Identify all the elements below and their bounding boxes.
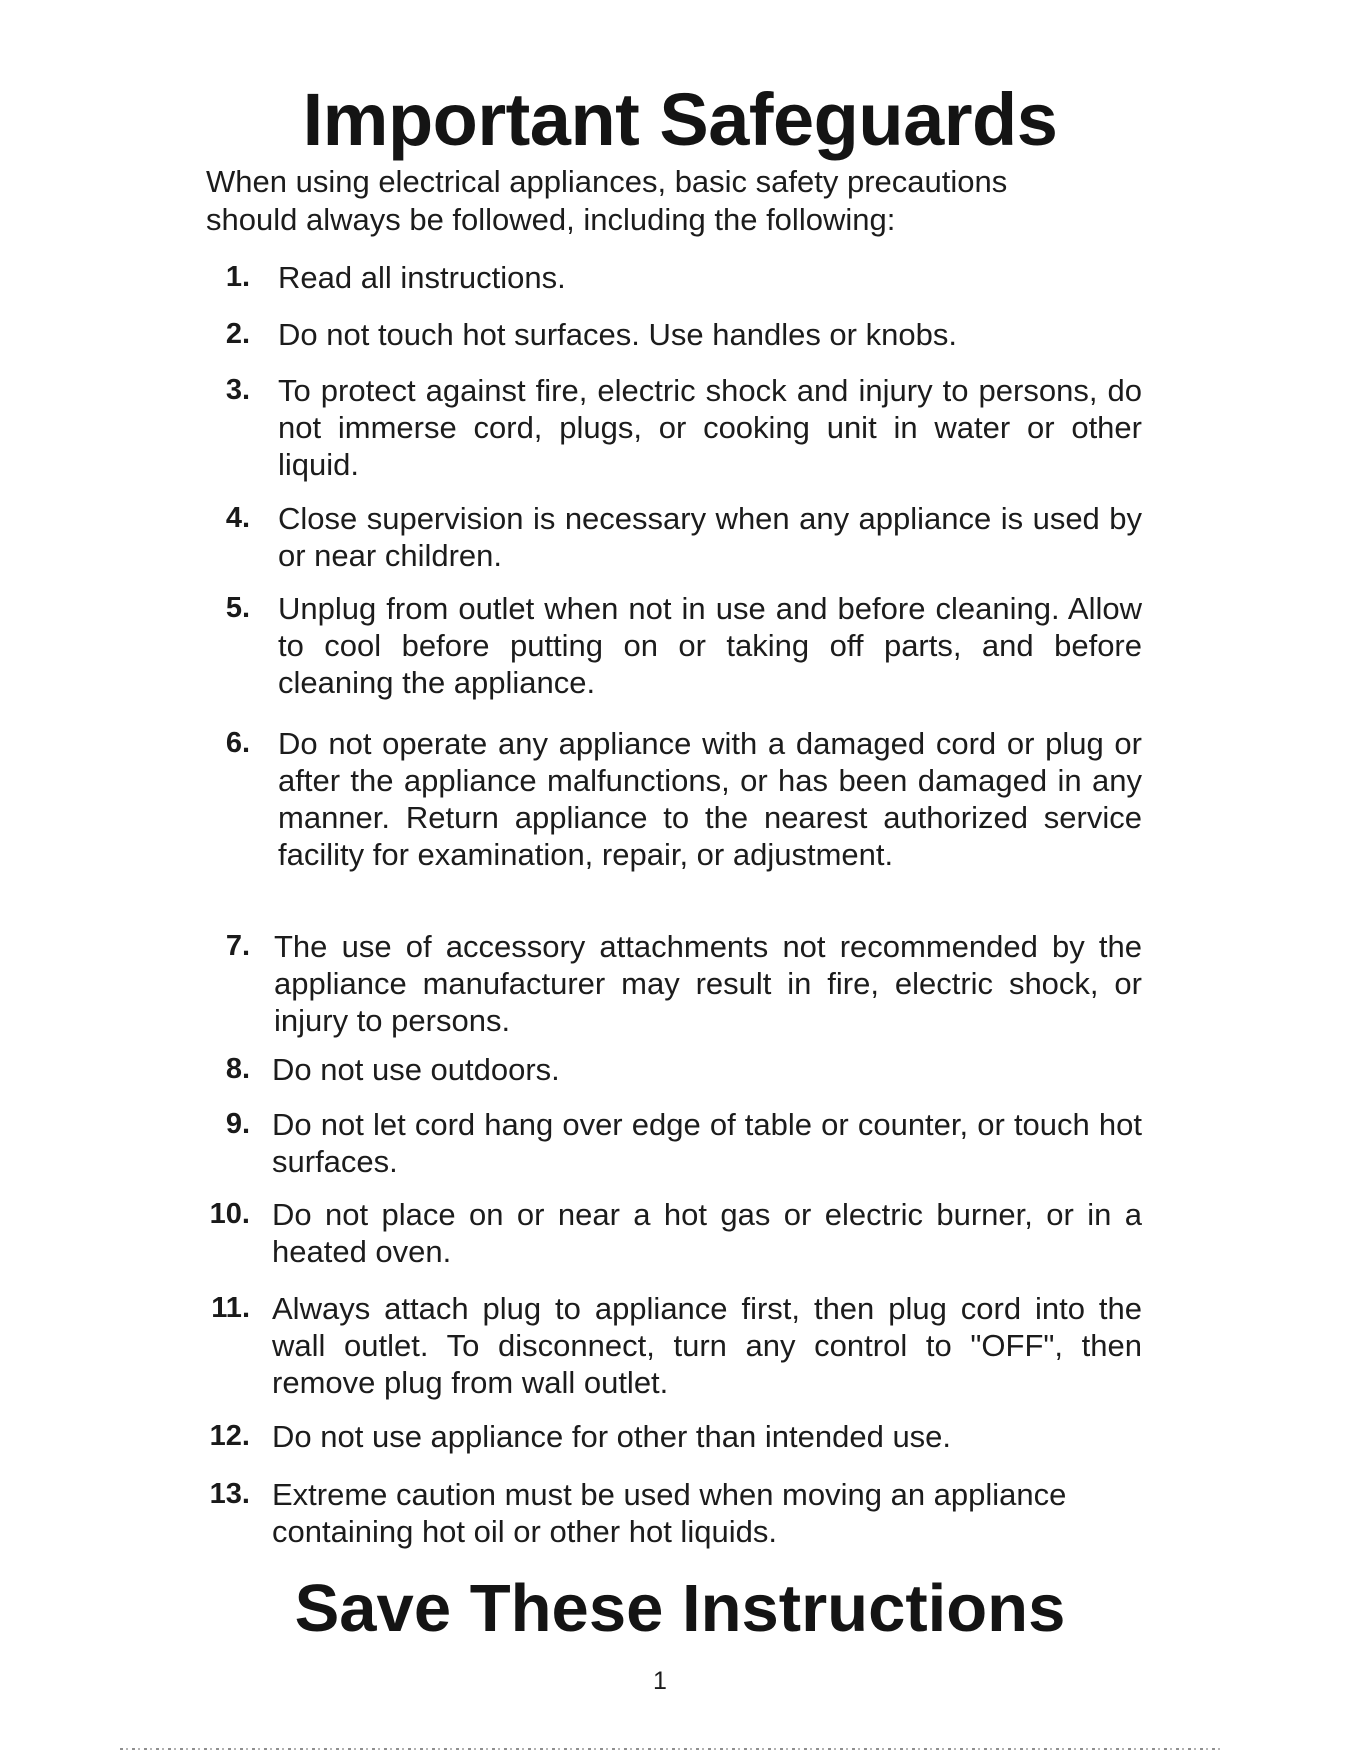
item-text: Extreme caution must be used when moving an appliance containing hot oil or other hot liquids. <box>272 1477 1067 1549</box>
page-number: 1 <box>653 1667 667 1695</box>
item-text: Unplug from outlet when not in use and before cleaning. Allow to cool before putting on or taking off parts, and before cleaning the appliance. <box>278 591 1142 700</box>
item-text: Close supervision is necessary when any appliance is used by or near children. <box>278 501 1142 573</box>
item-number: 9. <box>225 1108 250 1140</box>
scan-artifact-line <box>120 1748 1220 1750</box>
item-number: 6. <box>225 727 250 759</box>
item-number: 2. <box>225 318 250 350</box>
item-number: 13. <box>209 1478 250 1510</box>
intro-paragraph: When using electrical appliances, basic safety precautions should always be followed, including the following: <box>206 164 1008 237</box>
page-title: Important Safeguards <box>302 78 1058 161</box>
item-number: 10. <box>209 1198 250 1230</box>
item-text: The use of accessory attachments not recommended by the appliance manufacturer may result in fire, electric shock, or injury to persons. <box>274 929 1142 1038</box>
item-text: Do not operate any appliance with a damaged cord or plug or after the appliance malfunctions, or has been damaged in any manner. Return appliance to the nearest authorized service facility for examination, repair, or adjustment. <box>278 726 1142 872</box>
item-text: Do not use appliance for other than intended use. <box>272 1419 952 1454</box>
item-number: 7. <box>225 930 250 962</box>
item-number: 4. <box>225 502 250 534</box>
item-text: Do not let cord hang over edge of table or counter, or touch hot surfaces. <box>272 1107 1142 1179</box>
item-text: Do not touch hot surfaces. Use handles or knobs. <box>278 317 957 352</box>
item-text: To protect against fire, electric shock and injury to persons, do not immerse cord, plugs, or cooking unit in water or other liquid. <box>278 373 1142 482</box>
item-number: 1. <box>225 261 250 293</box>
item-text: Read all instructions. <box>278 260 566 295</box>
item-text: Do not use outdoors. <box>272 1052 560 1087</box>
item-number: 3. <box>225 374 250 406</box>
item-text: Do not place on or near a hot gas or electric burner, or in a heated oven. <box>272 1197 1142 1269</box>
save-instructions-heading: Save These Instructions <box>294 1571 1066 1646</box>
item-text: Always attach plug to appliance first, then plug cord into the wall outlet. To disconnect, turn any control to "OFF", then remove plug from wall outlet. <box>272 1291 1142 1400</box>
item-number: 11. <box>211 1292 250 1324</box>
item-number: 12. <box>209 1420 250 1452</box>
item-number: 8. <box>225 1053 250 1085</box>
item-number: 5. <box>225 592 250 624</box>
